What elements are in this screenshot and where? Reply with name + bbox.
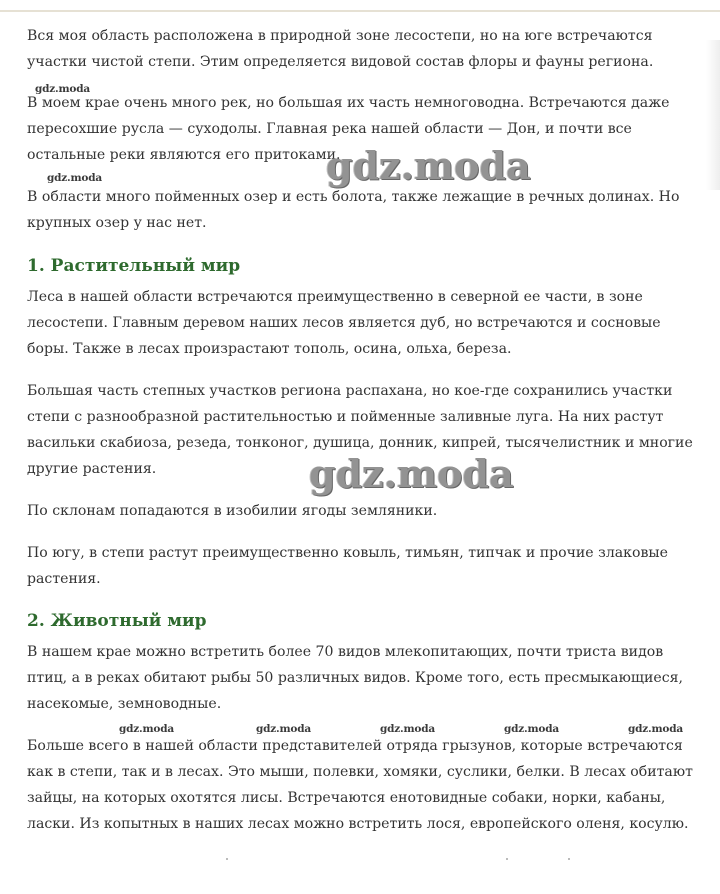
section-heading-fauna: 2. Животный мир (27, 611, 207, 631)
watermark-large: gdz.moda (326, 143, 531, 188)
watermark-small: gdz.moda (35, 83, 90, 95)
flora-paragraph-3: По склонам попадаются в изобилии ягоды земляники. (27, 503, 438, 519)
stray-dot (226, 858, 228, 860)
watermark-small: gdz.moda (256, 723, 311, 735)
intro-paragraph-3: В области много пойменных озер и есть болота, также лежащие в речных долинах. Но крупных озер у нас нет. (27, 189, 680, 231)
fauna-paragraph-2: Больше всего в нашей области представителей отряда грызунов, которые встречаются как в степи, так и в лесах. Это мыши, полевки, хомяки, суслики, белки. В лесах обитают зайцы, на которых охотятся лисы. Встречаются енотовидные собаки, норки, кабаны, ласки. Из копытных в наших лесах можно встретить лося, европейского оленя, косулю. (27, 738, 693, 832)
watermark-large: gdz.moda (309, 451, 514, 496)
watermark-small: gdz.moda (119, 723, 174, 735)
flora-paragraph-1: Леса в нашей области встречаются преимущественно в северной ее части, в зоне лесостепи. Главным деревом наших лесов является дуб, но встречаются и сосновые боры. Также в лесах произрастают тополь, осина, ольха, береза. (27, 289, 661, 357)
watermark-small: gdz.moda (504, 723, 559, 735)
flora-paragraph-4: По югу, в степи растут преимущественно ковыль, тимьян, типчак и прочие злаковые растения. (27, 545, 668, 587)
intro-paragraph-2: В моем крае очень много рек, но большая их часть немноговодна. Встречаются даже пересохшие русла — суходолы. Главная река нашей области — Дон, и почти все остальные реки являются его притоками. (27, 95, 670, 163)
section-heading-flora: 1. Растительный мир (27, 256, 241, 276)
watermark-small: gdz.moda (47, 172, 102, 184)
stray-dot (506, 858, 508, 860)
fauna-paragraph-1: В нашем крае можно встретить более 70 видов млекопитающих, почти триста видов птиц, а в реках обитают рыбы 50 различных видов. Кроме того, есть пресмыкающиеся, насекомые, земноводные. (27, 644, 683, 712)
watermark-small: gdz.moda (380, 723, 435, 735)
stray-dot (568, 858, 570, 860)
watermark-small: gdz.moda (628, 723, 683, 735)
right-edge-shadow (706, 40, 720, 190)
flora-paragraph-2: Большая часть степных участков региона распахана, но кое-где сохранились участки степи с разнообразной растительностью и пойменные заливные луга. На них растут васильки скабиоза, резеда, тонконог, душица, донник, кипрей, тысячелистник и многие другие растения. (27, 383, 693, 477)
intro-paragraph-1: Вся моя область расположена в природной зоне лесостепи, но на юге встречаются участки чистой степи. Этим определяется видовой состав флоры и фауны региона. (27, 28, 654, 70)
top-divider (0, 10, 720, 12)
